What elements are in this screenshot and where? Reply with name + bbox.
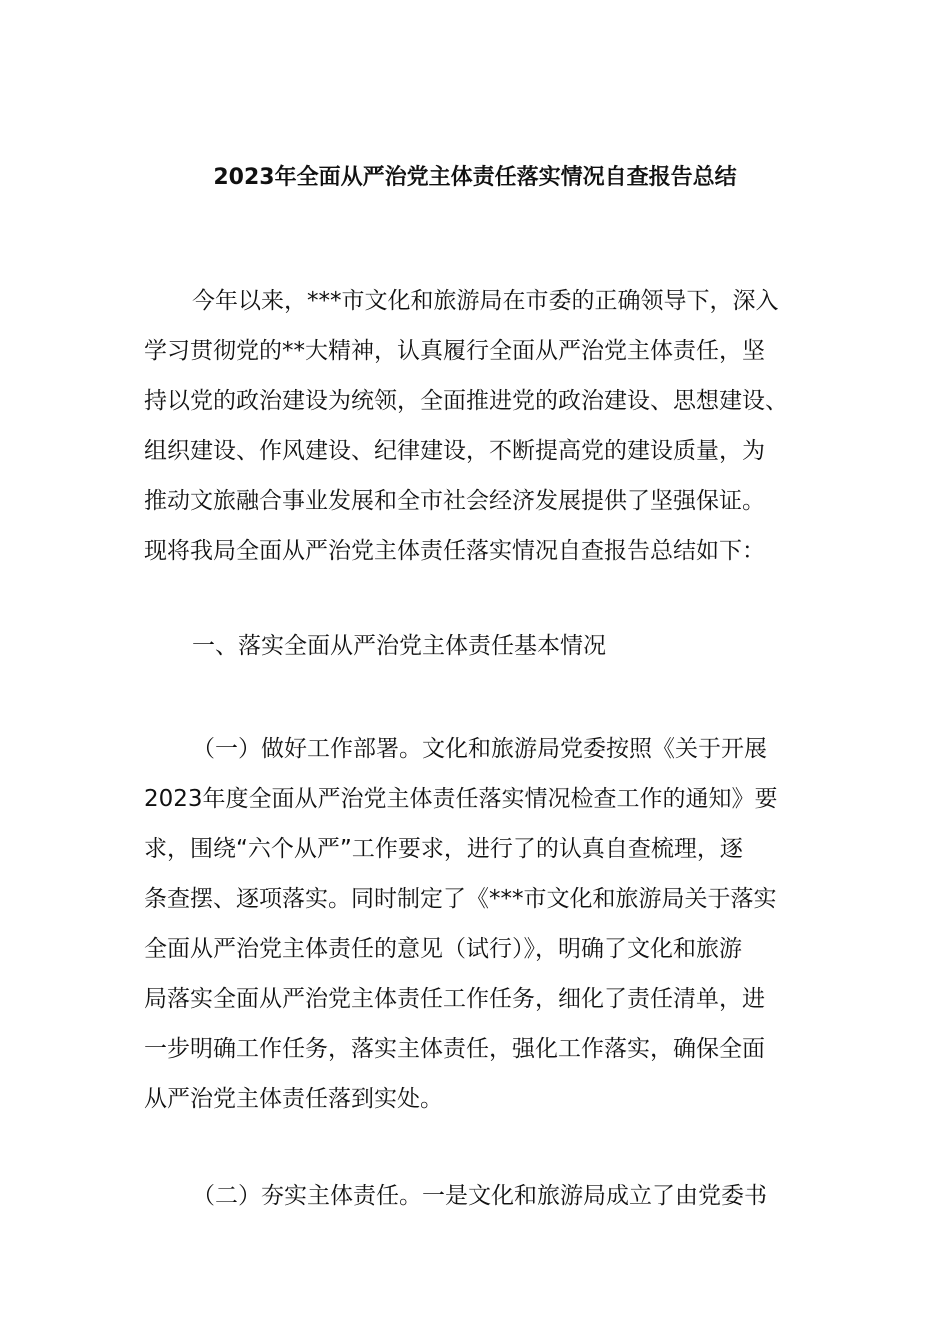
paragraph-line: 2023年度全面从严治党主体责任落实情况检查工作的通知》要 <box>144 786 778 812</box>
paragraph-line: 一步明确工作任务，落实主体责任，强化工作落实，确保全面 <box>144 1036 765 1062</box>
paragraph-line: 全面从严治党主体责任的意见（试行）》，明确了文化和旅游 <box>144 936 742 962</box>
paragraph-line: （二）夯实主体责任。一是文化和旅游局成立了由党委书 <box>192 1183 767 1209</box>
paragraph-line: 求，围绕“六个从严”工作要求，进行了的认真自查梳理，逐 <box>144 836 743 862</box>
section-heading: 一、落实全面从严治党主体责任基本情况 <box>192 633 606 659</box>
paragraph-line: 持以党的政治建设为统领，全面推进党的政治建设、思想建设、 <box>144 388 788 414</box>
paragraph-line: 从严治党主体责任落到实处。 <box>144 1086 443 1112</box>
document-title: 2023年全面从严治党主体责任落实情况自查报告总结 <box>213 165 737 190</box>
paragraph-line: 局落实全面从严治党主体责任工作任务，细化了责任清单，进 <box>144 986 765 1012</box>
paragraph-line: 组织建设、作风建设、纪律建设，不断提高党的建设质量，为 <box>144 438 765 464</box>
paragraph-line: 推动文旅融合事业发展和全市社会经济发展提供了坚强保证。 <box>144 488 765 514</box>
paragraph-line: （一）做好工作部署。文化和旅游局党委按照《关于开展 <box>192 736 767 762</box>
paragraph-line: 今年以来，***市文化和旅游局在市委的正确领导下，深入 <box>192 288 779 314</box>
paragraph-line: 条查摆、逐项落实。同时制定了《***市文化和旅游局关于落实 <box>144 886 777 912</box>
paragraph-line: 现将我局全面从严治党主体责任落实情况自查报告总结如下： <box>144 538 765 564</box>
paragraph-line: 学习贯彻党的**大精神，认真履行全面从严治党主体责任，坚 <box>144 338 765 364</box>
